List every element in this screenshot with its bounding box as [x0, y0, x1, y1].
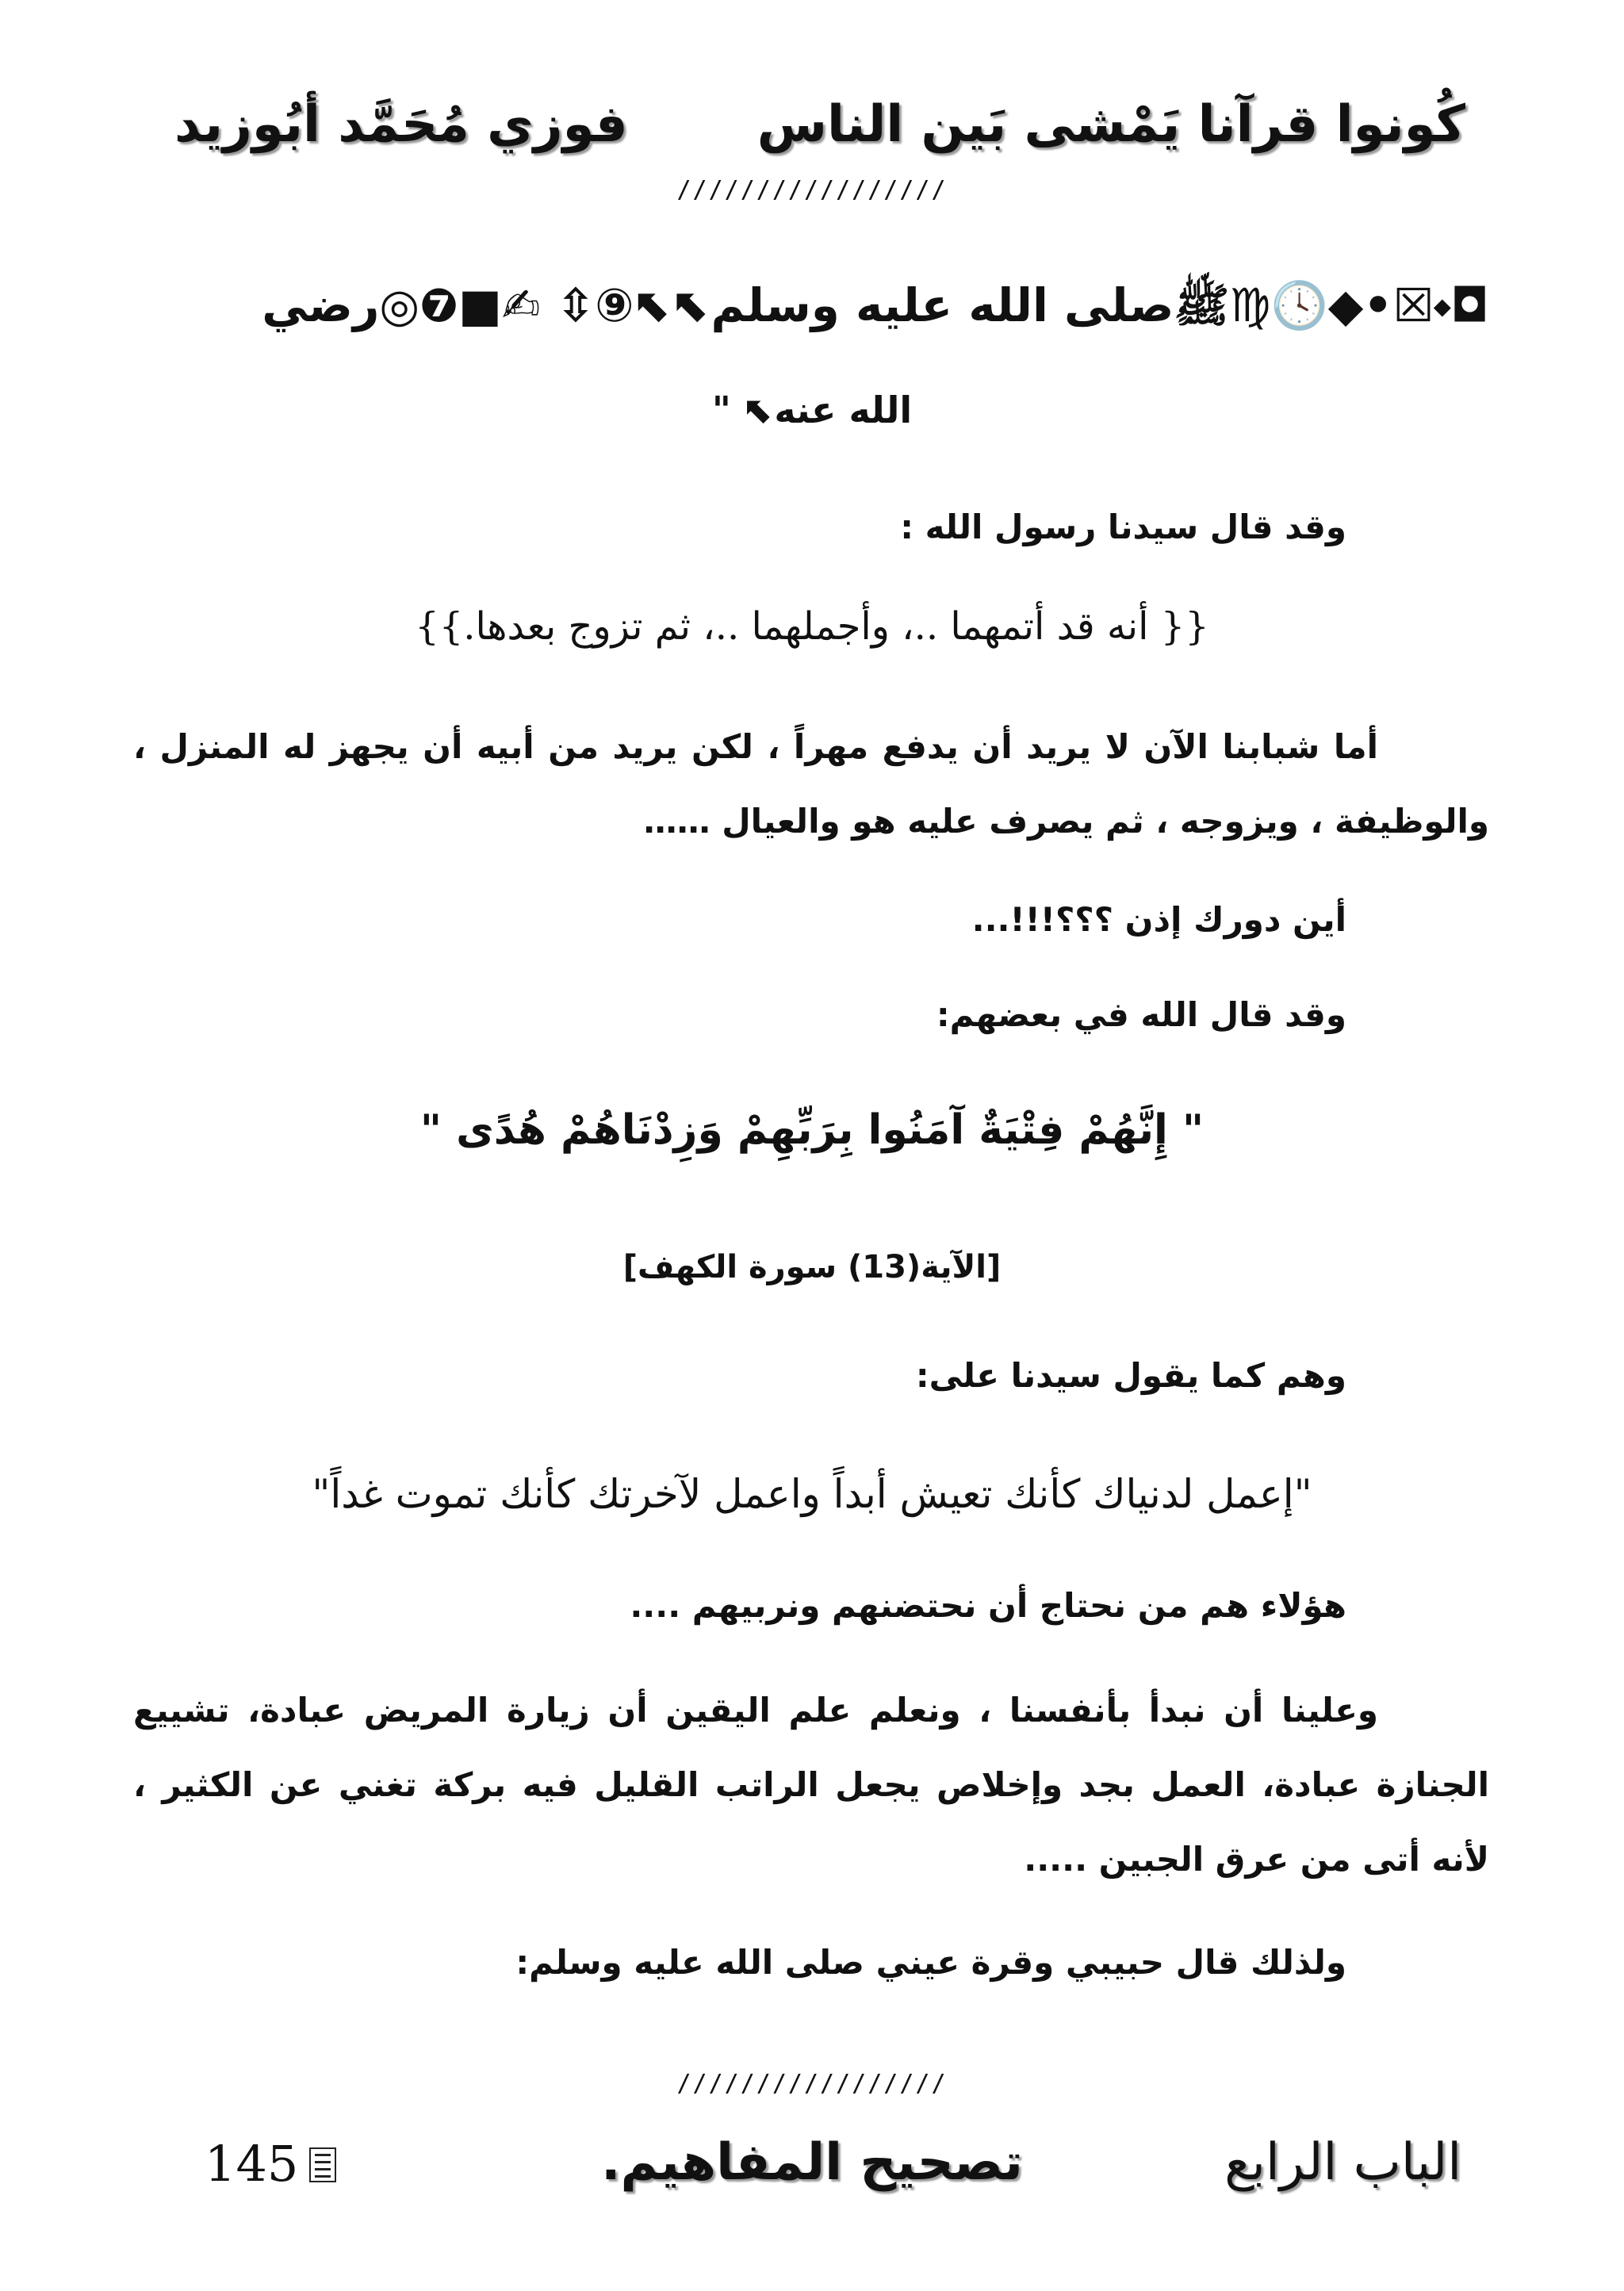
need-line: هؤلاء هم من نحتاج أن نحتضنهم ونربيهم .... — [630, 1586, 1346, 1625]
verse-reference: [الآية(13) سورة الكهف] — [622, 1249, 1002, 1285]
symbol-line: ◘⬩☒•◆🕓♍ﷺصلى الله عليه وسلم⬉⬉⑨⇳ ✍■❼◎رضي — [262, 278, 1489, 332]
saying-quote: "إعمل لدنياك كأنك تعيش أبداً واعمل لآخرتك كأنك تموت غداً" — [312, 1471, 1312, 1517]
header-separator: ///////////////// — [676, 176, 948, 204]
closing-line: ولذلك قال حبيبي وقرة عيني صلى الله عليه وسلم: — [515, 1943, 1346, 1982]
quran-intro: وقد قال الله في بعضهم: — [936, 995, 1346, 1034]
page-number: 145 — [205, 2135, 299, 2193]
chapter-label: الباب الرابع — [1224, 2133, 1461, 2192]
paragraph-worship: وعلينا أن نبدأ بأنفسنا ، ونعلم علم اليقين أن زيارة المريض عبادة، تشييع الجنازة عبادة، العمل بجد وإخلاص يجعل الراتب القليل فيه بركة تغني عن الكثير ، لأنه أتى من عرق الجبين ..... — [133, 1691, 1489, 1879]
footer-separator: ///////////////// — [676, 2070, 948, 2098]
book-title: كُونوا قرآنا يَمْشى بَين الناس — [756, 95, 1465, 154]
topic-label: تصحيح المفاهيم. — [601, 2133, 1023, 2192]
symbol-line-continued: الله عنه⬉ " — [711, 389, 913, 431]
hadith-intro: وقد قال سيدنا رسول الله : — [900, 508, 1346, 546]
question-line: أين دورك إذن ؟؟؟!!!... — [971, 900, 1346, 939]
hadith-quote: {{ أنه قد أتمهما ..، وأجملهما ..، ثم تزوج بعدها.}} — [415, 604, 1209, 649]
page-icon — [309, 2147, 336, 2182]
paragraph-youth: أما شبابنا الآن لا يريد أن يدفع مهراً ، لكن يريد من أبيه أن يجهز له المنزل ، والوظيفة ، ويزوجه ، ثم يصرف عليه هو والعيال …… — [133, 727, 1489, 841]
author-name: فوزي مُحَمَّد أبُوزيد — [174, 95, 628, 154]
saying-intro: وهم كما يقول سيدنا على: — [915, 1356, 1346, 1395]
quran-verse: " إِنَّهُمْ فِتْيَةٌ آمَنُوا بِرَبِّهِمْ وَزِدْنَاهُمْ هُدًى " — [419, 1106, 1205, 1154]
